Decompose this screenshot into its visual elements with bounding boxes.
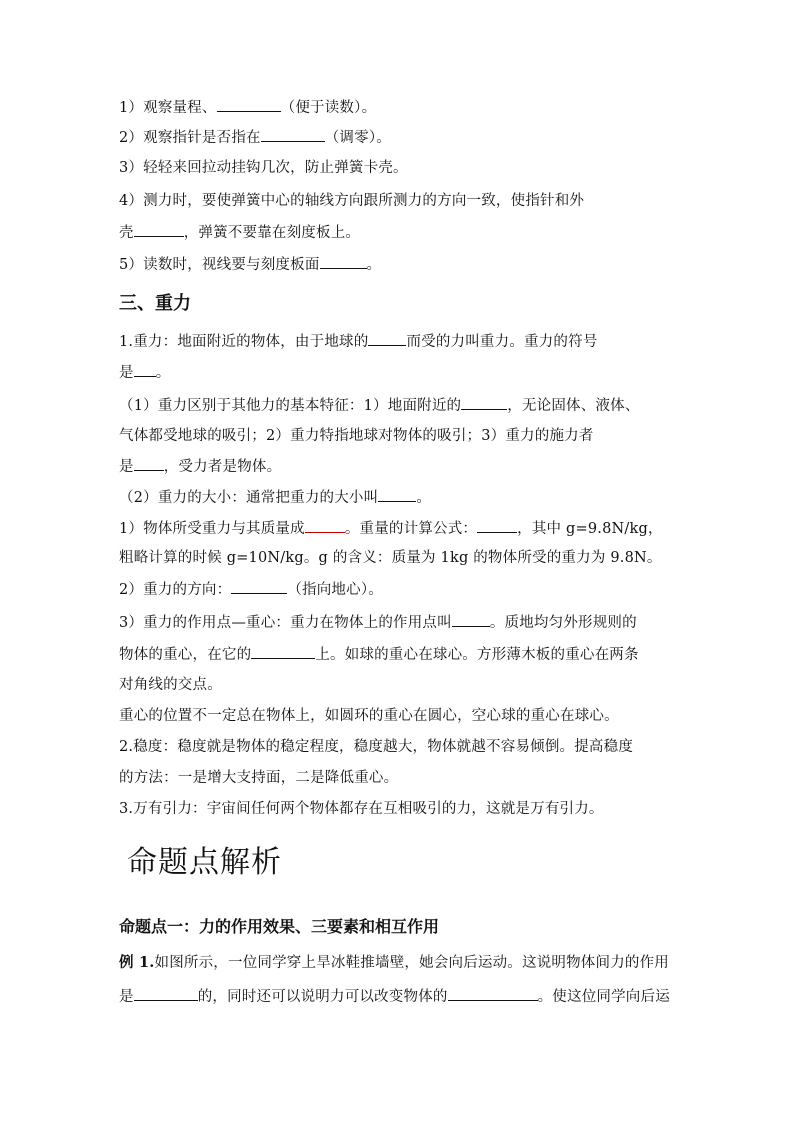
line-features	[119, 395, 640, 416]
line-gas: 气体都受地球的吸引；2）重力特指地球对物体的吸引；3）重力的施力者	[119, 428, 594, 444]
text: 3）重力的作用点—重心：重力在物体上的作用点叫	[119, 615, 452, 631]
text: ，弹簧不要靠在刻度板上。	[183, 225, 361, 241]
text: 如图所示，一位同学穿上旱冰鞋推墙壁，她会向后运动。这说明物体间力的作用	[154, 955, 669, 971]
text: 。	[155, 365, 171, 381]
text: 而受的力叫重力。重力的符号	[406, 334, 598, 350]
line-universal-gravitation: 3.万有引力：宇宙间任何两个物体都存在互相吸引的力，这就是万有引力。	[119, 801, 604, 817]
text: 是	[119, 365, 134, 381]
blank-red	[305, 518, 345, 533]
line-zero	[119, 127, 391, 148]
text: （调零）。	[324, 130, 391, 146]
line-diagonal: 对角线的交点。	[119, 677, 222, 693]
text: ，无论固体、液体、	[507, 398, 640, 414]
line-pull: 3）轻轻来回拉动挂钩几次，防止弹簧卡壳。	[119, 160, 408, 176]
blank	[231, 579, 287, 594]
blank	[461, 395, 507, 410]
text: 2）重力的方向：	[119, 582, 232, 598]
line-exerter	[119, 456, 281, 477]
line-stability: 2.稳度：稳度就是物体的稳定程度，稳度越大，物体就越不容易倾倒。提高稳度	[119, 739, 634, 755]
line-shell	[119, 222, 360, 243]
text: 1）物体所受重力与其质量成	[119, 521, 305, 537]
text: 。使这位同学向后运	[537, 989, 670, 1005]
text: ，受力者是物体。	[163, 459, 282, 475]
section-heading-gravity: 三、重力	[119, 293, 191, 314]
example-line-2	[119, 986, 670, 1007]
line-measure: 4）测力时，要使弹簧中心的轴线方向跟所测力的方向一致，使指针和外	[119, 193, 585, 209]
proposition-point-one: 命题点一：力的作用效果、三要素和相互作用	[119, 917, 440, 936]
blank	[134, 986, 198, 1001]
line-symbol	[119, 362, 170, 383]
line-center-position: 重心的位置不一定总在物体上，如圆环的重心在圆心，空心球的重心在球心。	[119, 708, 619, 724]
line-proportional	[119, 518, 663, 539]
text: （1）重力区别于其他力的基本特征：1）地面附近的	[119, 398, 462, 414]
text: 1.重力：地面附近的物体，由于地球的	[119, 334, 369, 350]
blank	[368, 331, 406, 346]
line-direction	[119, 579, 383, 600]
line-range	[119, 97, 376, 118]
text: 是	[119, 459, 134, 475]
text: 物体的重心，在它的	[119, 647, 252, 663]
text: ，其中 g=9.8N/kg，	[517, 521, 663, 537]
blank	[134, 362, 156, 377]
text: 上。如球的重心在球心。方形薄木板的重心在两条	[315, 647, 639, 663]
text: 的，同时还可以说明力可以改变物体的	[197, 989, 448, 1005]
text: 。	[416, 490, 432, 506]
example-label: 例 1.	[119, 954, 155, 971]
text: 5）读数时，视线要与刻度板面	[119, 257, 320, 273]
blank	[448, 986, 538, 1001]
blank	[134, 456, 164, 471]
text: （便于读数）。	[280, 100, 377, 116]
blank	[251, 644, 315, 659]
line-magnitude	[119, 487, 431, 508]
analysis-title: 命题点解析	[127, 845, 282, 880]
text: 2）观察指针是否指在	[119, 130, 261, 146]
line-gravity-def	[119, 331, 598, 352]
line-g-meaning: 粗略计算的时候 g=10N/kg。g 的含义：质量为 1kg 的物体所受的重力为 9.8N。	[119, 550, 662, 566]
text: （指向地心）。	[287, 582, 383, 598]
blank	[261, 127, 325, 142]
line-center	[119, 612, 637, 633]
line-geometric	[119, 644, 639, 665]
example-line-1	[119, 953, 669, 973]
line-stability-methods: 的方法：一是增大支持面，二是降低重心。	[119, 770, 399, 786]
line-reading	[119, 254, 381, 275]
text: 。重量的计算公式：	[344, 521, 478, 537]
text: 。	[366, 257, 382, 273]
text: 是	[119, 989, 134, 1005]
blank	[452, 612, 490, 627]
blank	[134, 222, 184, 237]
blank	[378, 487, 416, 502]
text: 壳	[119, 225, 134, 241]
blank	[477, 518, 517, 533]
blank	[320, 254, 367, 269]
blank	[217, 97, 281, 112]
text: 。质地均匀外形规则的	[489, 615, 637, 631]
text: 1）观察量程、	[119, 100, 217, 116]
text: （2）重力的大小：通常把重力的大小叫	[119, 490, 379, 506]
